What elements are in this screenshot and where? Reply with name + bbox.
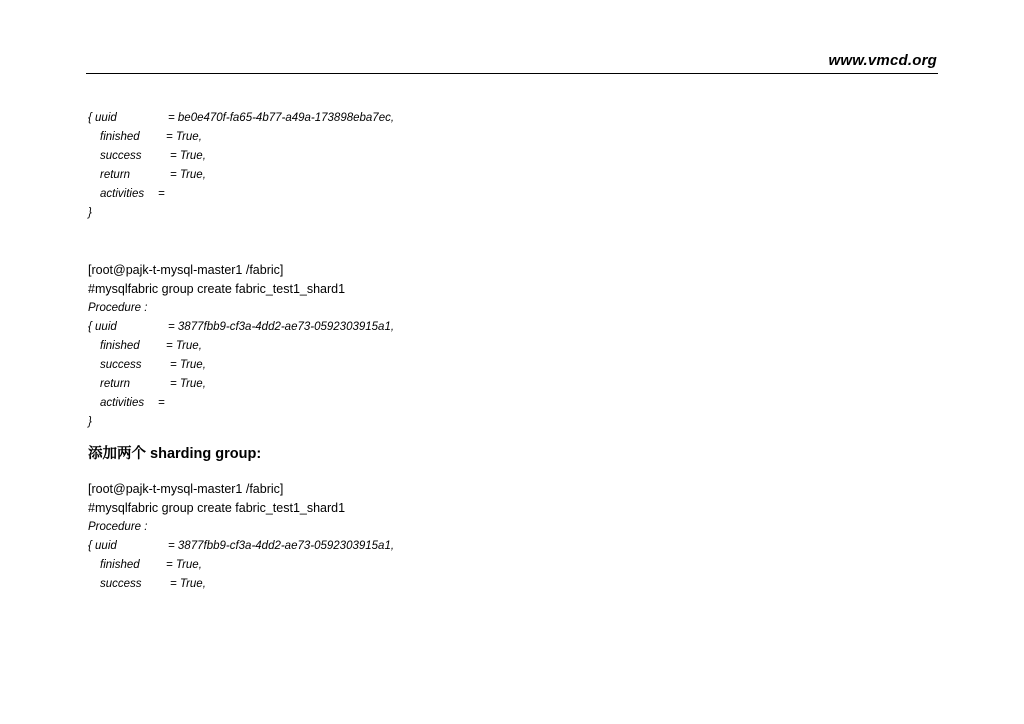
code-block-3 (88, 480, 928, 594)
section-heading: 添加两个 sharding group: (88, 446, 262, 462)
page-content (88, 109, 928, 594)
procedure-label: Procedure : (88, 302, 148, 314)
uuid-line: { uuid = 3877fbb9-cf3a-4dd2-ae73-0592303915a1, (88, 321, 395, 333)
header-divider (86, 73, 938, 74)
header-site-url: www.vmcd.org (828, 52, 937, 69)
activities-line: activities = (100, 397, 165, 409)
return-line: return = True, (100, 378, 206, 390)
closing-brace: } (88, 207, 92, 219)
procedure-label: Procedure : (88, 521, 148, 533)
success-line: success = True, (100, 578, 206, 590)
shell-command: #mysqlfabric group create fabric_test1_shard1 (88, 282, 346, 296)
finished-line: finished = True, (100, 340, 202, 352)
success-line: success = True, (100, 150, 206, 162)
shell-prompt: [root@pajk-t-mysql-master1 /fabric] (88, 263, 284, 277)
shell-command: #mysqlfabric group create fabric_test1_shard1 (88, 501, 346, 515)
success-line: success = True, (100, 359, 206, 371)
finished-line: finished = True, (100, 131, 202, 143)
activities-line: activities = (100, 188, 165, 200)
finished-line: finished = True, (100, 559, 202, 571)
uuid-line: { uuid = be0e470f-fa65-4b77-a49a-173898eba7ec, (88, 112, 395, 124)
code-block-1 (88, 109, 928, 223)
code-block-2 (88, 261, 928, 432)
return-line: return = True, (100, 169, 206, 181)
uuid-line: { uuid = 3877fbb9-cf3a-4dd2-ae73-0592303915a1, (88, 540, 395, 552)
closing-brace: } (88, 416, 92, 428)
shell-prompt: [root@pajk-t-mysql-master1 /fabric] (88, 482, 284, 496)
